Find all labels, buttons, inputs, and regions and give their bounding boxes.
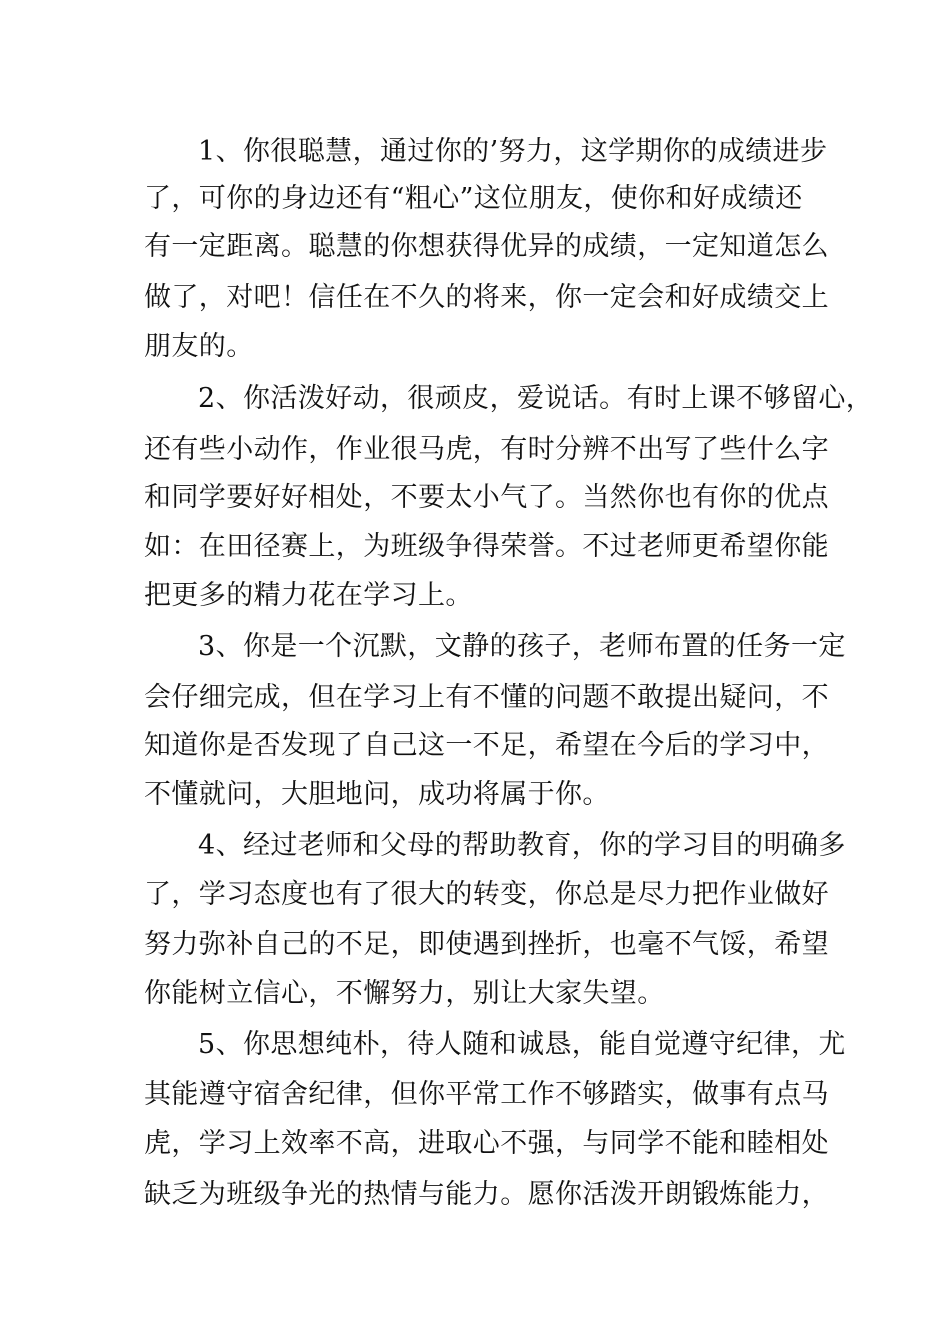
paragraph-5-line-3: 虎，学习上效率不高，进取心不强，与同学不能和睦相处 [144,1128,829,1159]
paragraph-5-line-2: 其能遵守宿舍纪律，但你平常工作不够踏实，做事有点马 [144,1079,829,1110]
paragraph-2-line-5: 把更多的精力花在学习上。 [144,580,473,611]
paragraph-4-line-3: 努力弥补自己的不足，即使遇到挫折，也毫不气馁，希望 [144,929,829,960]
paragraph-4-line-4: 你能树立信心，不懈努力，别让大家失望。 [144,978,665,1009]
paragraph-5-line-4: 缺乏为班级争光的热情与能力。愿你活泼开朗锻炼能力， [144,1179,829,1210]
paragraph-1-line-2: 了，可你的身边还有“粗心”这位朋友，使你和好成绩还 [144,183,803,214]
paragraph-3-line-4: 不懂就问，大胆地问，成功将属于你。 [144,779,610,810]
paragraph-1-line-5: 朋友的。 [144,331,254,362]
paragraph-3-line-1: 3、你是一个沉默，文静的孩子，老师布置的任务一定 [198,631,846,662]
paragraph-2-line-4: 如：在田径赛上，为班级争得荣誉。不过老师更希望你能 [144,531,829,562]
paragraph-2-line-3: 和同学要好好相处，不要太小气了。当然你也有你的优点 [144,482,829,513]
paragraph-4-line-2: 了，学习态度也有了很大的转变，你总是尽力把作业做好 [144,879,829,910]
paragraph-1-line-3: 有一定距离。聪慧的你想获得优异的成绩，一定知道怎么 [144,231,829,262]
paragraph-2-line-2: 还有些小动作，作业很马虎，有时分辨不出写了些什么字 [144,434,829,465]
paragraph-1-line-1: 1、你很聪慧，通过你的’努力，这学期你的成绩进步 [198,136,828,167]
paragraph-2-line-1: 2、你活泼好动，很顽皮，爱说话。有时上课不够留心， [198,383,874,414]
paragraph-4-line-1: 4、经过老师和父母的帮助教育，你的学习目的明确多 [198,830,846,861]
paragraph-3-line-3: 知道你是否发现了自己这一不足，希望在今后的学习中， [144,730,829,761]
paragraph-5-line-1: 5、你思想纯朴，待人随和诚恳，能自觉遵守纪律，尤 [198,1029,846,1060]
paragraph-1-line-4: 做了，对吧！信任在不久的将来，你一定会和好成绩交上 [144,282,829,313]
paragraph-3-line-2: 会仔细完成，但在学习上有不懂的问题不敢提出疑问，不 [144,682,829,713]
